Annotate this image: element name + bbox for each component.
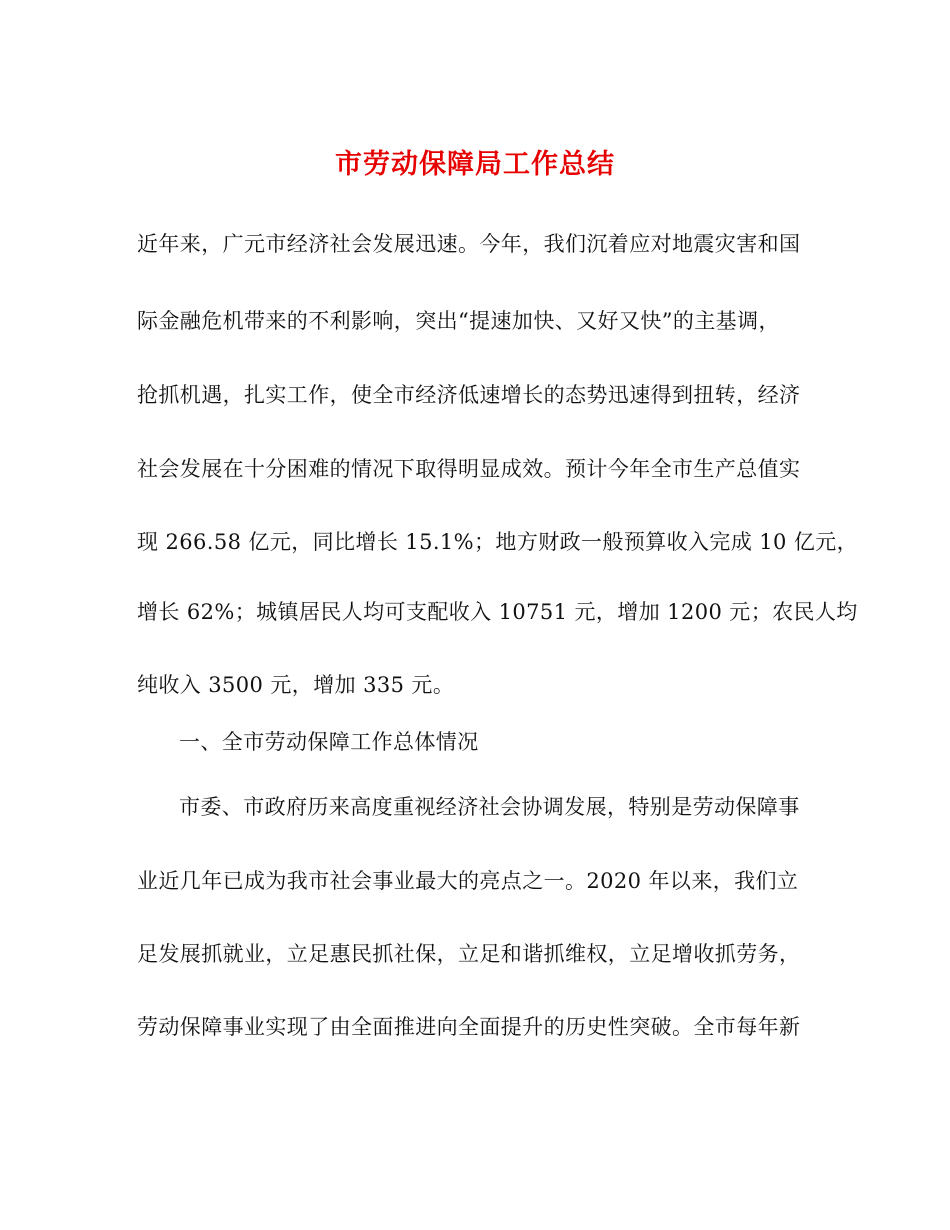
paragraph-line: 市委、市政府历来高度重视经济社会协调发展，特别是劳动保障事 bbox=[179, 795, 800, 819]
paragraph-line: 现 266.58 亿元，同比增长 15.1%；地方财政一般预算收入完成 10 亿元， bbox=[137, 530, 859, 554]
paragraph-line: 劳动保障事业实现了由全面推进向全面提升的历史性突破。全市每年新 bbox=[137, 1015, 801, 1039]
paragraph-line: 抢抓机遇，扎实工作，使全市经济低速增长的态势迅速得到扭转，经济 bbox=[137, 383, 801, 407]
paragraph-line: 足发展抓就业，立足惠民抓社保，立足和谐抓维权，立足增收抓劳务， bbox=[137, 942, 801, 966]
paragraph-line: 业近几年已成为我市社会事业最大的亮点之一。2020 年以来，我们立 bbox=[137, 869, 799, 893]
paragraph-line: 际金融危机带来的不利影响，突出“提速加快、又好又快”的主基调， bbox=[137, 309, 780, 333]
paragraph-line: 纯收入 3500 元，增加 335 元。 bbox=[137, 673, 455, 697]
paragraph-line: 社会发展在十分困难的情况下取得明显成效。预计今年全市生产总值实 bbox=[137, 457, 801, 481]
section-heading: 一、全市劳动保障工作总体情况 bbox=[179, 730, 479, 754]
paragraph-line: 近年来，广元市经济社会发展迅速。今年，我们沉着应对地震灾害和国 bbox=[137, 232, 801, 256]
document-title: 市劳动保障局工作总结 bbox=[335, 149, 615, 180]
paragraph-line: 增长 62%；城镇居民人均可支配收入 10751 元，增加 1200 元；农民人均 bbox=[137, 600, 858, 624]
